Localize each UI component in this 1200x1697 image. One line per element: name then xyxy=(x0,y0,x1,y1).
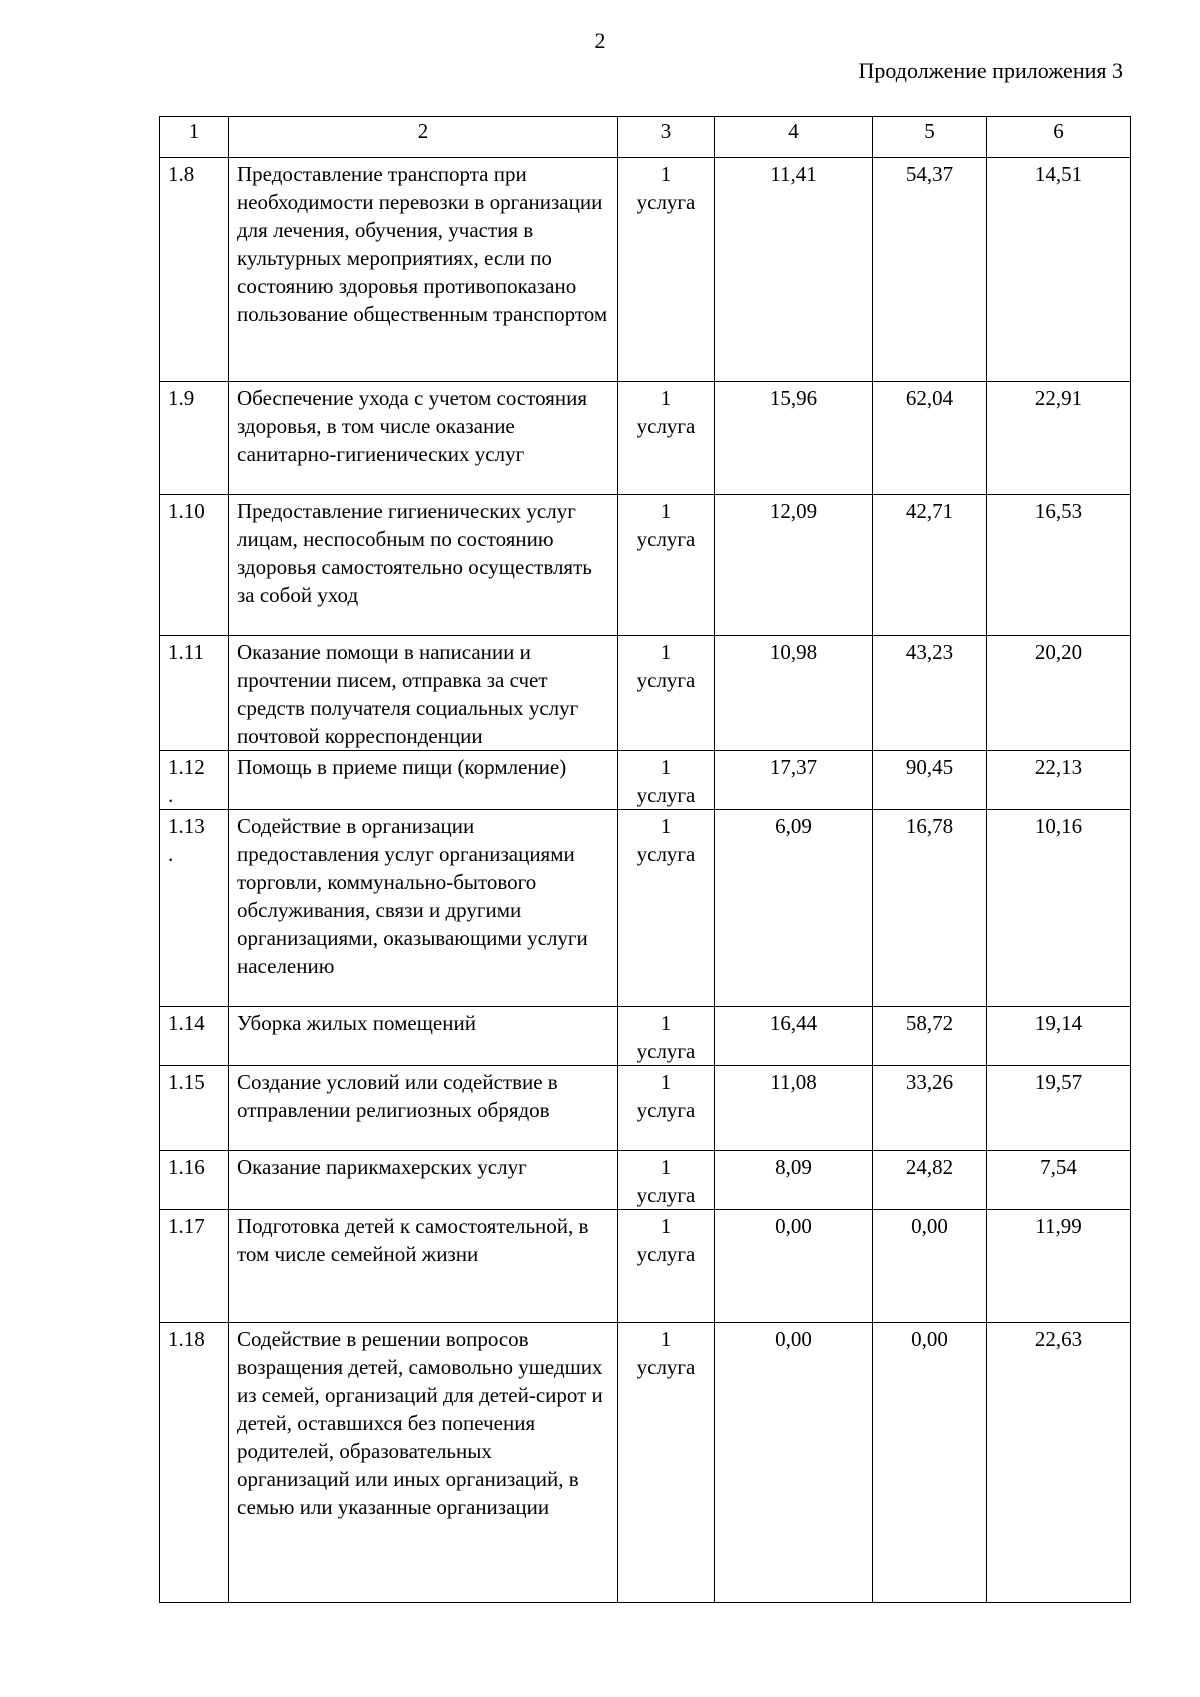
value-col6: 10,16 xyxy=(987,810,1131,1007)
value-col5: 62,04 xyxy=(873,382,987,495)
value-col5: 24,82 xyxy=(873,1151,987,1210)
quantity: 1 xyxy=(660,1214,672,1238)
value-col4: 15,96 xyxy=(715,382,873,495)
value-col4: 12,09 xyxy=(715,495,873,636)
continuation-caption: Продолжение приложения 3 xyxy=(858,58,1123,83)
service-name: Подготовка детей к самостоятельной, в том числе семейной жизни xyxy=(229,1210,618,1323)
table-row xyxy=(160,1066,1131,1151)
value-col4: 16,44 xyxy=(715,1007,873,1066)
unit: услуга xyxy=(636,527,696,551)
quantity: 1 xyxy=(660,1070,672,1094)
quantity-cell xyxy=(618,1007,715,1066)
value-col4: 10,98 xyxy=(715,636,873,751)
header-row xyxy=(160,117,1131,158)
table-row xyxy=(160,636,1131,751)
service-name: Оказание парикмахерских услуг xyxy=(229,1151,618,1210)
service-name: Обеспечение ухода с учетом состояния здоровья, в том числе оказание санитарно-гигиенических услуг xyxy=(229,382,618,495)
table-row xyxy=(160,495,1131,636)
row-number: 1.14 xyxy=(160,1007,229,1066)
value-col4: 11,41 xyxy=(715,158,873,382)
quantity-cell xyxy=(618,382,715,495)
value-col6: 22,63 xyxy=(987,1323,1131,1603)
quantity: 1 xyxy=(660,1011,672,1035)
value-col4: 17,37 xyxy=(715,751,873,810)
row-number: 1.13 . xyxy=(160,810,229,1007)
value-col6: 19,14 xyxy=(987,1007,1131,1066)
unit: услуга xyxy=(636,1242,696,1266)
service-name: Уборка жилых помещений xyxy=(229,1007,618,1066)
service-name: Помощь в приеме пищи (кормление) xyxy=(229,751,618,810)
service-name: Предоставление транспорта при необходимости перевозки в организации для лечения, обучения, участия в культурных мероприятиях, если по состоянию здоровья противопоказано пользование общественным транспортом xyxy=(229,158,618,382)
unit: услуга xyxy=(636,1355,696,1379)
value-col6: 14,51 xyxy=(987,158,1131,382)
quantity: 1 xyxy=(660,1327,672,1351)
value-col6: 22,91 xyxy=(987,382,1131,495)
quantity: 1 xyxy=(660,386,672,410)
service-name: Содействие в решении вопросов возращения детей, самовольно ушедших из семей, организаций для детей-сирот и детей, оставшихся без попечения родителей, образовательных организаций или иных организаций, в семью или указанные организации xyxy=(229,1323,618,1603)
quantity-cell xyxy=(618,636,715,751)
unit: услуга xyxy=(636,414,696,438)
value-col6: 19,57 xyxy=(987,1066,1131,1151)
row-number: 1.16 xyxy=(160,1151,229,1210)
value-col4: 6,09 xyxy=(715,810,873,1007)
unit: услуга xyxy=(636,1098,696,1122)
service-name: Создание условий или содействие в отправлении религиозных обрядов xyxy=(229,1066,618,1151)
value-col5: 42,71 xyxy=(873,495,987,636)
header-cell: 5 xyxy=(873,117,987,158)
quantity-cell xyxy=(618,158,715,382)
service-name: Оказание помощи в написании и прочтении писем, отправка за счет средств получателя социальных услуг почтовой корреспонденции xyxy=(229,636,618,751)
services-table xyxy=(159,116,1131,1603)
table-row xyxy=(160,1151,1131,1210)
table-row xyxy=(160,751,1131,810)
unit: услуга xyxy=(636,842,696,866)
value-col6: 22,13 xyxy=(987,751,1131,810)
row-number: 1.18 xyxy=(160,1323,229,1603)
quantity: 1 xyxy=(660,499,672,523)
quantity: 1 xyxy=(660,755,672,779)
quantity: 1 xyxy=(660,162,672,186)
quantity: 1 xyxy=(660,814,672,838)
row-number: 1.9 xyxy=(160,382,229,495)
table-row xyxy=(160,158,1131,382)
table-row xyxy=(160,382,1131,495)
value-col5: 54,37 xyxy=(873,158,987,382)
unit: услуга xyxy=(636,190,696,214)
table-row xyxy=(160,810,1131,1007)
value-col6: 7,54 xyxy=(987,1151,1131,1210)
page-number: 2 xyxy=(594,28,606,53)
table-row xyxy=(160,1210,1131,1323)
quantity: 1 xyxy=(660,640,672,664)
header-cell: 3 xyxy=(618,117,715,158)
quantity-cell xyxy=(618,1323,715,1603)
quantity-cell xyxy=(618,1066,715,1151)
quantity-cell xyxy=(618,810,715,1007)
value-col5: 0,00 xyxy=(873,1210,987,1323)
row-number: 1.11 xyxy=(160,636,229,751)
row-number: 1.8 xyxy=(160,158,229,382)
value-col4: 8,09 xyxy=(715,1151,873,1210)
value-col5: 43,23 xyxy=(873,636,987,751)
row-number: 1.17 xyxy=(160,1210,229,1323)
value-col5: 16,78 xyxy=(873,810,987,1007)
unit: услуга xyxy=(636,1183,696,1207)
value-col5: 0,00 xyxy=(873,1323,987,1603)
header-cell: 1 xyxy=(160,117,229,158)
row-number: 1.10 xyxy=(160,495,229,636)
value-col4: 0,00 xyxy=(715,1210,873,1323)
value-col4: 0,00 xyxy=(715,1323,873,1603)
value-col5: 58,72 xyxy=(873,1007,987,1066)
header-cell: 4 xyxy=(715,117,873,158)
table-row xyxy=(160,1323,1131,1603)
quantity-cell xyxy=(618,751,715,810)
row-number: 1.12 . xyxy=(160,751,229,810)
service-name: Содействие в организации предоставления услуг организациями торговли, коммунально-бытового обслуживания, связи и другими организациями, оказывающими услуги населению xyxy=(229,810,618,1007)
unit: услуга xyxy=(636,668,696,692)
value-col6: 11,99 xyxy=(987,1210,1131,1323)
value-col6: 16,53 xyxy=(987,495,1131,636)
quantity: 1 xyxy=(660,1155,672,1179)
value-col5: 33,26 xyxy=(873,1066,987,1151)
header-cell: 6 xyxy=(987,117,1131,158)
quantity-cell xyxy=(618,1210,715,1323)
service-name: Предоставление гигиенических услуг лицам, неспособным по состоянию здоровья самостоятельно осуществлять за собой уход xyxy=(229,495,618,636)
quantity-cell xyxy=(618,495,715,636)
value-col4: 11,08 xyxy=(715,1066,873,1151)
value-col6: 20,20 xyxy=(987,636,1131,751)
table-row xyxy=(160,1007,1131,1066)
quantity-cell xyxy=(618,1151,715,1210)
row-number: 1.15 xyxy=(160,1066,229,1151)
value-col5: 90,45 xyxy=(873,751,987,810)
unit: услуга xyxy=(636,1039,696,1063)
unit: услуга xyxy=(636,783,696,807)
header-cell: 2 xyxy=(229,117,618,158)
